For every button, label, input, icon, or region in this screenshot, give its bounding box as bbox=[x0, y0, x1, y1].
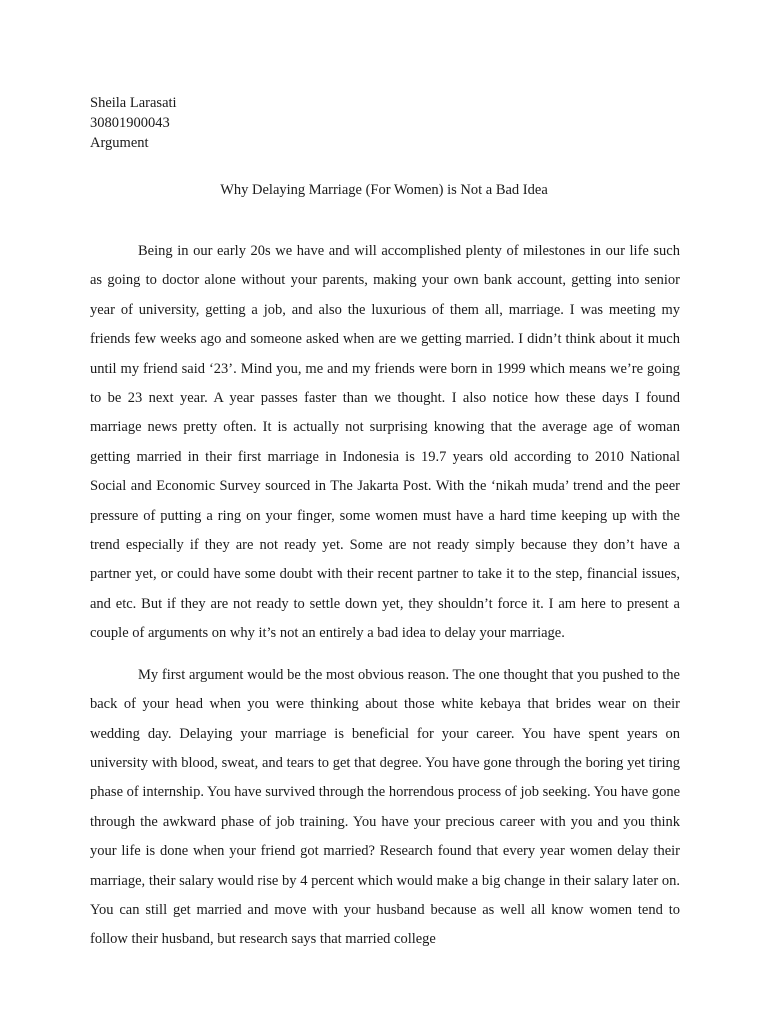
document-header bbox=[90, 93, 177, 153]
paragraph-1: Being in our early 20s we have and will accomplished plenty of milestones in our life such as going to doctor alone without your parents, making your own bank account, getting into senior year of university, getting a job, and also the luxurious of them all, marriage. I was meeting my friends few weeks ago and someone asked when are we getting married. I didn’t think about it much until my friend said ‘23’. Mind you, me and my friends were born in 1999 which means we’re going to be 23 next year. A year passes faster than we thought. I also notice how these days I found marriage news pretty often. It is actually not surprising knowing that the average age of woman getting married in their first marriage in Indonesia is 19.7 years old according to 2010 National Social and Economic Survey sourced in The Jakarta Post. With the ‘nikah muda’ trend and the peer pressure of putting a ring on your finger, some women must have a hard time keeping up with the trend especially if they are not ready yet. Some are not ready simply because they don’t have a partner yet, or could have some doubt with their recent partner to take it to the step, financial issues, and etc. But if they are not ready to settle down yet, they shouldn’t force it. I am here to present a couple of arguments on why it’s not an entirely a bad idea to delay your marriage. bbox=[90, 243, 680, 642]
student-id: 30801900043 bbox=[90, 115, 170, 131]
essay-title: Why Delaying Marriage (For Women) is Not a Bad Idea bbox=[220, 182, 548, 198]
author-name: Sheila Larasati bbox=[90, 95, 177, 111]
paragraph-2: My first argument would be the most obvious reason. The one thought that you pushed to the back of your head when you were thinking about those white kebaya that brides wear on their wedding day. Delaying your marriage is beneficial for your career. You have spent years on university with blood, sweat, and tears to get that degree. You have gone through the boring yet tiring phase of internship. You have survived through the horrendous process of job seeking. You have gone through the awkward phase of job training. You have your precious career with you and you think your life is done when your friend got married? Research found that every year women delay their marriage, their salary would rise by 4 percent which would make a big change in their salary later on. You can still get married and move with your husband because as well all know women tend to follow their husband, but research says that married college bbox=[90, 666, 680, 948]
essay-body bbox=[90, 237, 680, 967]
assignment-type: Argument bbox=[90, 135, 149, 151]
